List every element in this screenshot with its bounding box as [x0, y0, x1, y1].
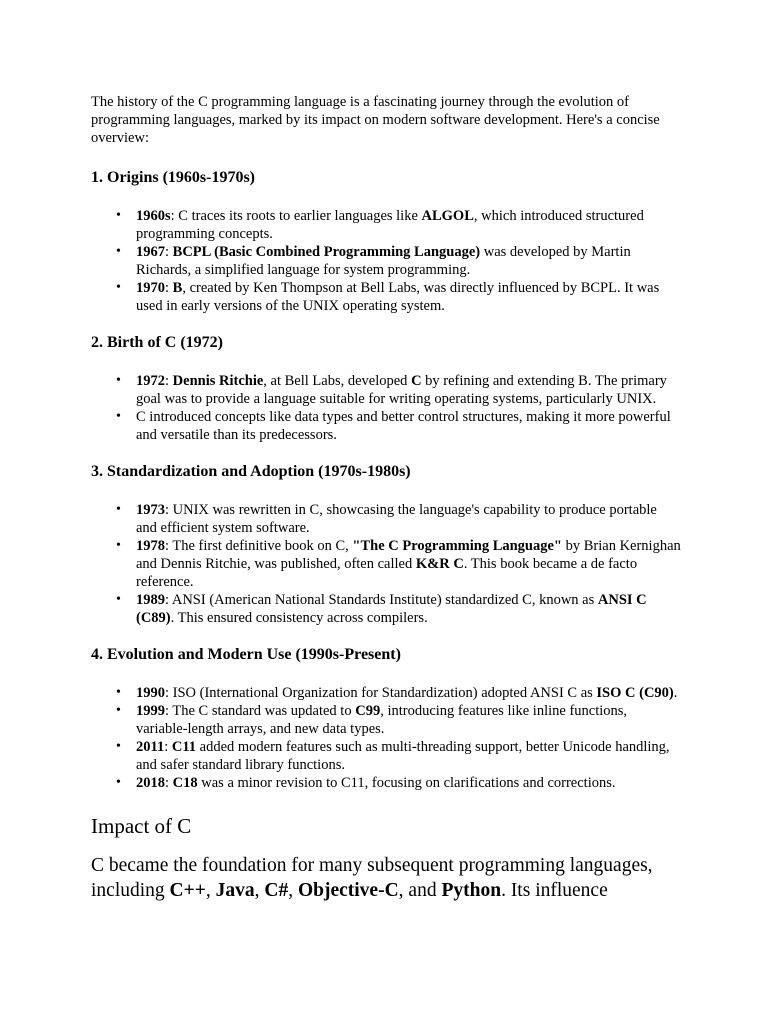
impact-heading: Impact of C [91, 814, 192, 838]
section-heading-evolution: 4. Evolution and Modern Use (1990s-Present) [91, 646, 401, 663]
section-heading-birth: 2. Birth of C (1972) [91, 334, 223, 351]
bullet-icon: • [116, 538, 121, 553]
bullet-icon: • [116, 703, 121, 718]
bullet-icon: • [116, 502, 121, 517]
list-item: • 1970: B, created by Ken Thompson at Bell Labs, was directly influenced by BCPL. It was used in early versions of the UNIX operating system. [116, 280, 660, 314]
bullet-icon: • [116, 208, 121, 223]
list-item: • 1978: The first definitive book on C, "The C Programming Language" by Brian Kernighan and Dennis Ritchie, was published, often called K&R C. This book became a de facto reference. [116, 538, 681, 590]
bullet-icon: • [116, 739, 121, 754]
document-body [91, 93, 681, 903]
bullet-icon: • [116, 280, 121, 295]
standardization-list [91, 501, 681, 627]
list-item: • 2011: C11 added modern features such as multi-threading support, better Unicode handling, and safer standard library functions. [116, 739, 670, 773]
bullet-icon: • [116, 373, 121, 388]
list-item: • C introduced concepts like data types and better control structures, making it more powerful and versatile than its predecessors. [116, 409, 671, 443]
list-item: • 1989: ANSI (American National Standards Institute) standardized C, known as ANSI C (C89). This ensured consistency across compilers. [116, 592, 647, 626]
birth-list [91, 372, 681, 444]
list-item: • 1967: BCPL (Basic Combined Programming Language) was developed by Martin Richards, a simplified language for system programming. [116, 244, 631, 278]
intro-paragraph: The history of the C programming language is a fascinating journey through the evolution of programming languages, marked by its impact on modern software development. Here's a concise overview: [91, 94, 660, 146]
bullet-icon: • [116, 685, 121, 700]
list-item: • 1999: The C standard was updated to C99, introducing features like inline functions, variable-length arrays, and new data types. [116, 703, 628, 737]
list-item: • 1972: Dennis Ritchie, at Bell Labs, developed C by refining and extending B. The primary goal was to provide a language suitable for writing operating systems, particularly UNIX. [116, 373, 667, 407]
section-heading-origins: 1. Origins (1960s-1970s) [91, 169, 255, 186]
bullet-icon: • [116, 409, 121, 424]
list-item: • 1960s: C traces its roots to earlier languages like ALGOL, which introduced structured programming concepts. [116, 208, 644, 242]
impact-paragraph: C became the foundation for many subsequent programming languages, including C++, Java, C#, Objective-C, and Python. Its influence [91, 855, 653, 901]
bullet-icon: • [116, 244, 121, 259]
list-item: • 1990: ISO (International Organization for Standardization) adopted ANSI C as ISO C (C90). [116, 685, 678, 701]
evolution-list [91, 684, 681, 792]
bullet-icon: • [116, 592, 121, 607]
list-item: • 2018: C18 was a minor revision to C11, focusing on clarifications and corrections. [116, 775, 616, 791]
origins-list [91, 207, 681, 315]
section-heading-standardization: 3. Standardization and Adoption (1970s-1980s) [91, 463, 411, 480]
list-item: • 1973: UNIX was rewritten in C, showcasing the language's capability to produce portable and efficient system software. [116, 502, 657, 536]
bullet-icon: • [116, 775, 121, 790]
